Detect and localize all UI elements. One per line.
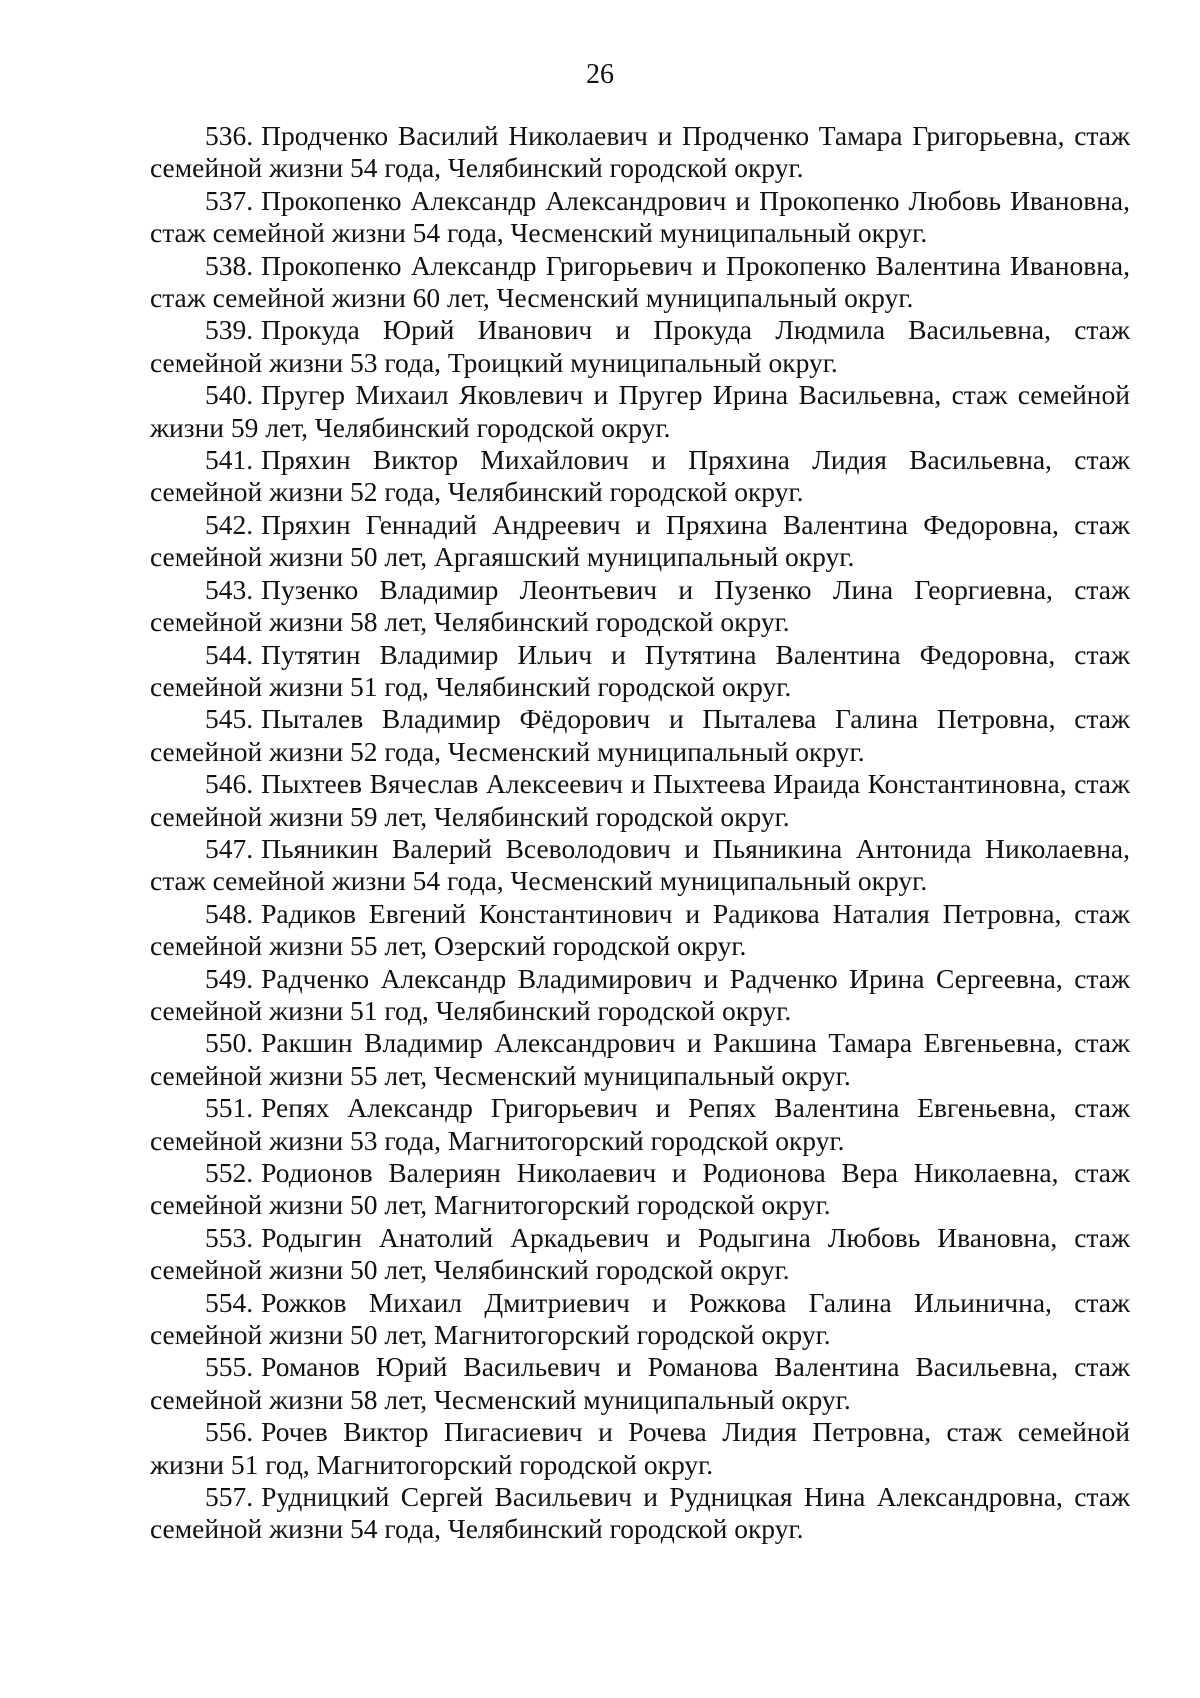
entry-number: 543. [205, 573, 254, 605]
list-item [150, 185, 1130, 250]
entry-list [150, 120, 1130, 1546]
entry-number: 554. [205, 1286, 254, 1318]
entry-number: 539. [205, 314, 254, 346]
entry-number: 547. [205, 832, 254, 864]
entry-text: Репях Александр Григорьевич и Репях Валентина Евгеньевна, стаж семейной жизни 53 года, Магнитогорский городской округ. [150, 1092, 1130, 1156]
list-item [150, 444, 1130, 509]
list-item [150, 250, 1130, 315]
list-item [150, 509, 1130, 574]
entry-number: 550. [205, 1027, 254, 1059]
entry-number: 549. [205, 962, 254, 994]
list-item [150, 314, 1130, 379]
list-item [150, 1157, 1130, 1222]
list-item [150, 1027, 1130, 1092]
entry-text: Ракшин Владимир Александрович и Ракшина Тамара Евгеньевна, стаж семейной жизни 55 лет, Чесменский муниципальный округ. [150, 1027, 1130, 1091]
entry-number: 555. [205, 1351, 254, 1383]
entry-number: 544. [205, 638, 254, 670]
entry-text: Рочев Виктор Пигасиевич и Рочева Лидия Петровна, стаж семейной жизни 51 год, Магнитогорский городской округ. [150, 1416, 1130, 1480]
entry-text: Прокуда Юрий Иванович и Прокуда Людмила Васильевна, стаж семейной жизни 53 года, Троицкий муниципальный округ. [150, 314, 1130, 378]
entry-number: 556. [205, 1416, 254, 1448]
entry-text: Пряхин Виктор Михайлович и Пряхина Лидия Васильевна, стаж семейной жизни 52 года, Челябинский городской округ. [150, 444, 1130, 508]
entry-number: 548. [205, 897, 254, 929]
entry-text: Прокопенко Александр Григорьевич и Прокопенко Валентина Ивановна, стаж семейной жизни 60 лет, Чесменский муниципальный округ. [150, 249, 1130, 314]
list-item [150, 833, 1130, 898]
entry-text: Родионов Валериян Николаевич и Родионова Вера Николаевна, стаж семейной жизни 50 лет, Магнитогорский городской округ. [150, 1157, 1130, 1221]
list-item [150, 1092, 1130, 1157]
list-item [150, 639, 1130, 704]
list-item [150, 898, 1130, 963]
list-item [150, 963, 1130, 1028]
entry-number: 536. [205, 120, 254, 151]
entry-text: Пряхин Геннадий Андреевич и Пряхина Валентина Федоровна, стаж семейной жизни 50 лет, Аргаяшский муниципальный округ. [150, 508, 1130, 573]
entry-number: 542. [205, 508, 254, 540]
entry-number: 537. [205, 184, 254, 216]
entry-number: 541. [205, 444, 254, 476]
entry-text: Пругер Михаил Яковлевич и Пругер Ирина Васильевна, стаж семейной жизни 59 лет, Челябинский городской округ. [150, 379, 1130, 443]
list-item [150, 1222, 1130, 1287]
list-item [150, 574, 1130, 639]
entry-text: Пузенко Владимир Леонтьевич и Пузенко Лина Георгиевна, стаж семейной жизни 58 лет, Челябинский городской округ. [150, 573, 1130, 638]
list-item [150, 1351, 1130, 1416]
list-item [150, 703, 1130, 768]
entry-number: 552. [205, 1157, 254, 1188]
list-item [150, 768, 1130, 833]
entry-text: Родыгин Анатолий Аркадьевич и Родыгина Любовь Ивановна, стаж семейной жизни 50 лет, Челябинский городской округ. [150, 1221, 1130, 1286]
entry-text: Пыхтеев Вячеслав Алексеевич и Пыхтеева Ираида Константиновна, стаж семейной жизни 59 лет, Челябинский городской округ. [150, 768, 1130, 832]
entry-number: 546. [205, 768, 254, 800]
list-item [150, 1481, 1130, 1546]
list-item [150, 1287, 1130, 1352]
entry-number: 551. [205, 1092, 254, 1124]
entry-number: 557. [205, 1481, 254, 1513]
entry-number: 545. [205, 703, 254, 735]
entry-text: Пыталев Владимир Фёдорович и Пыталева Галина Петровна, стаж семейной жизни 52 года, Чесменский муниципальный округ. [150, 703, 1130, 767]
list-item [150, 379, 1130, 444]
entry-text: Радиков Евгений Константинович и Радикова Наталия Петровна, стаж семейной жизни 55 лет, Озерский городской округ. [150, 897, 1130, 962]
entry-text: Пьяникин Валерий Всеволодович и Пьяникина Антонида Николаевна, стаж семейной жизни 54 года, Чесменский муниципальный округ. [150, 832, 1130, 897]
entry-number: 538. [205, 249, 254, 281]
entry-text: Радченко Александр Владимирович и Радченко Ирина Сергеевна, стаж семейной жизни 51 год, Челябинский городской округ. [150, 962, 1130, 1026]
entry-text: Романов Юрий Васильевич и Романова Валентина Васильевна, стаж семейной жизни 58 лет, Чесменский муниципальный округ. [150, 1351, 1130, 1415]
entry-text: Прокопенко Александр Александрович и Прокопенко Любовь Ивановна, стаж семейной жизни 54 года, Чесменский муниципальный округ. [150, 184, 1130, 249]
entry-number: 553. [205, 1221, 254, 1253]
entry-text: Продченко Василий Николаевич и Продченко Тамара Григорьевна, стаж семейной жизни 54 года, Челябинский городской округ. [150, 120, 1130, 184]
entry-number: 540. [205, 379, 254, 411]
entry-text: Рожков Михаил Дмитриевич и Рожкова Галина Ильинична, стаж семейной жизни 50 лет, Магнитогорский городской округ. [150, 1286, 1130, 1351]
list-item [150, 120, 1130, 185]
page-number: 26 [586, 59, 614, 90]
list-item [150, 1416, 1130, 1481]
entry-text: Путятин Владимир Ильич и Путятина Валентина Федоровна, стаж семейной жизни 51 год, Челябинский городской округ. [150, 638, 1130, 702]
entry-text: Рудницкий Сергей Васильевич и Рудницкая Нина Александровна, стаж семейной жизни 54 года, Челябинский городской округ. [150, 1481, 1130, 1545]
